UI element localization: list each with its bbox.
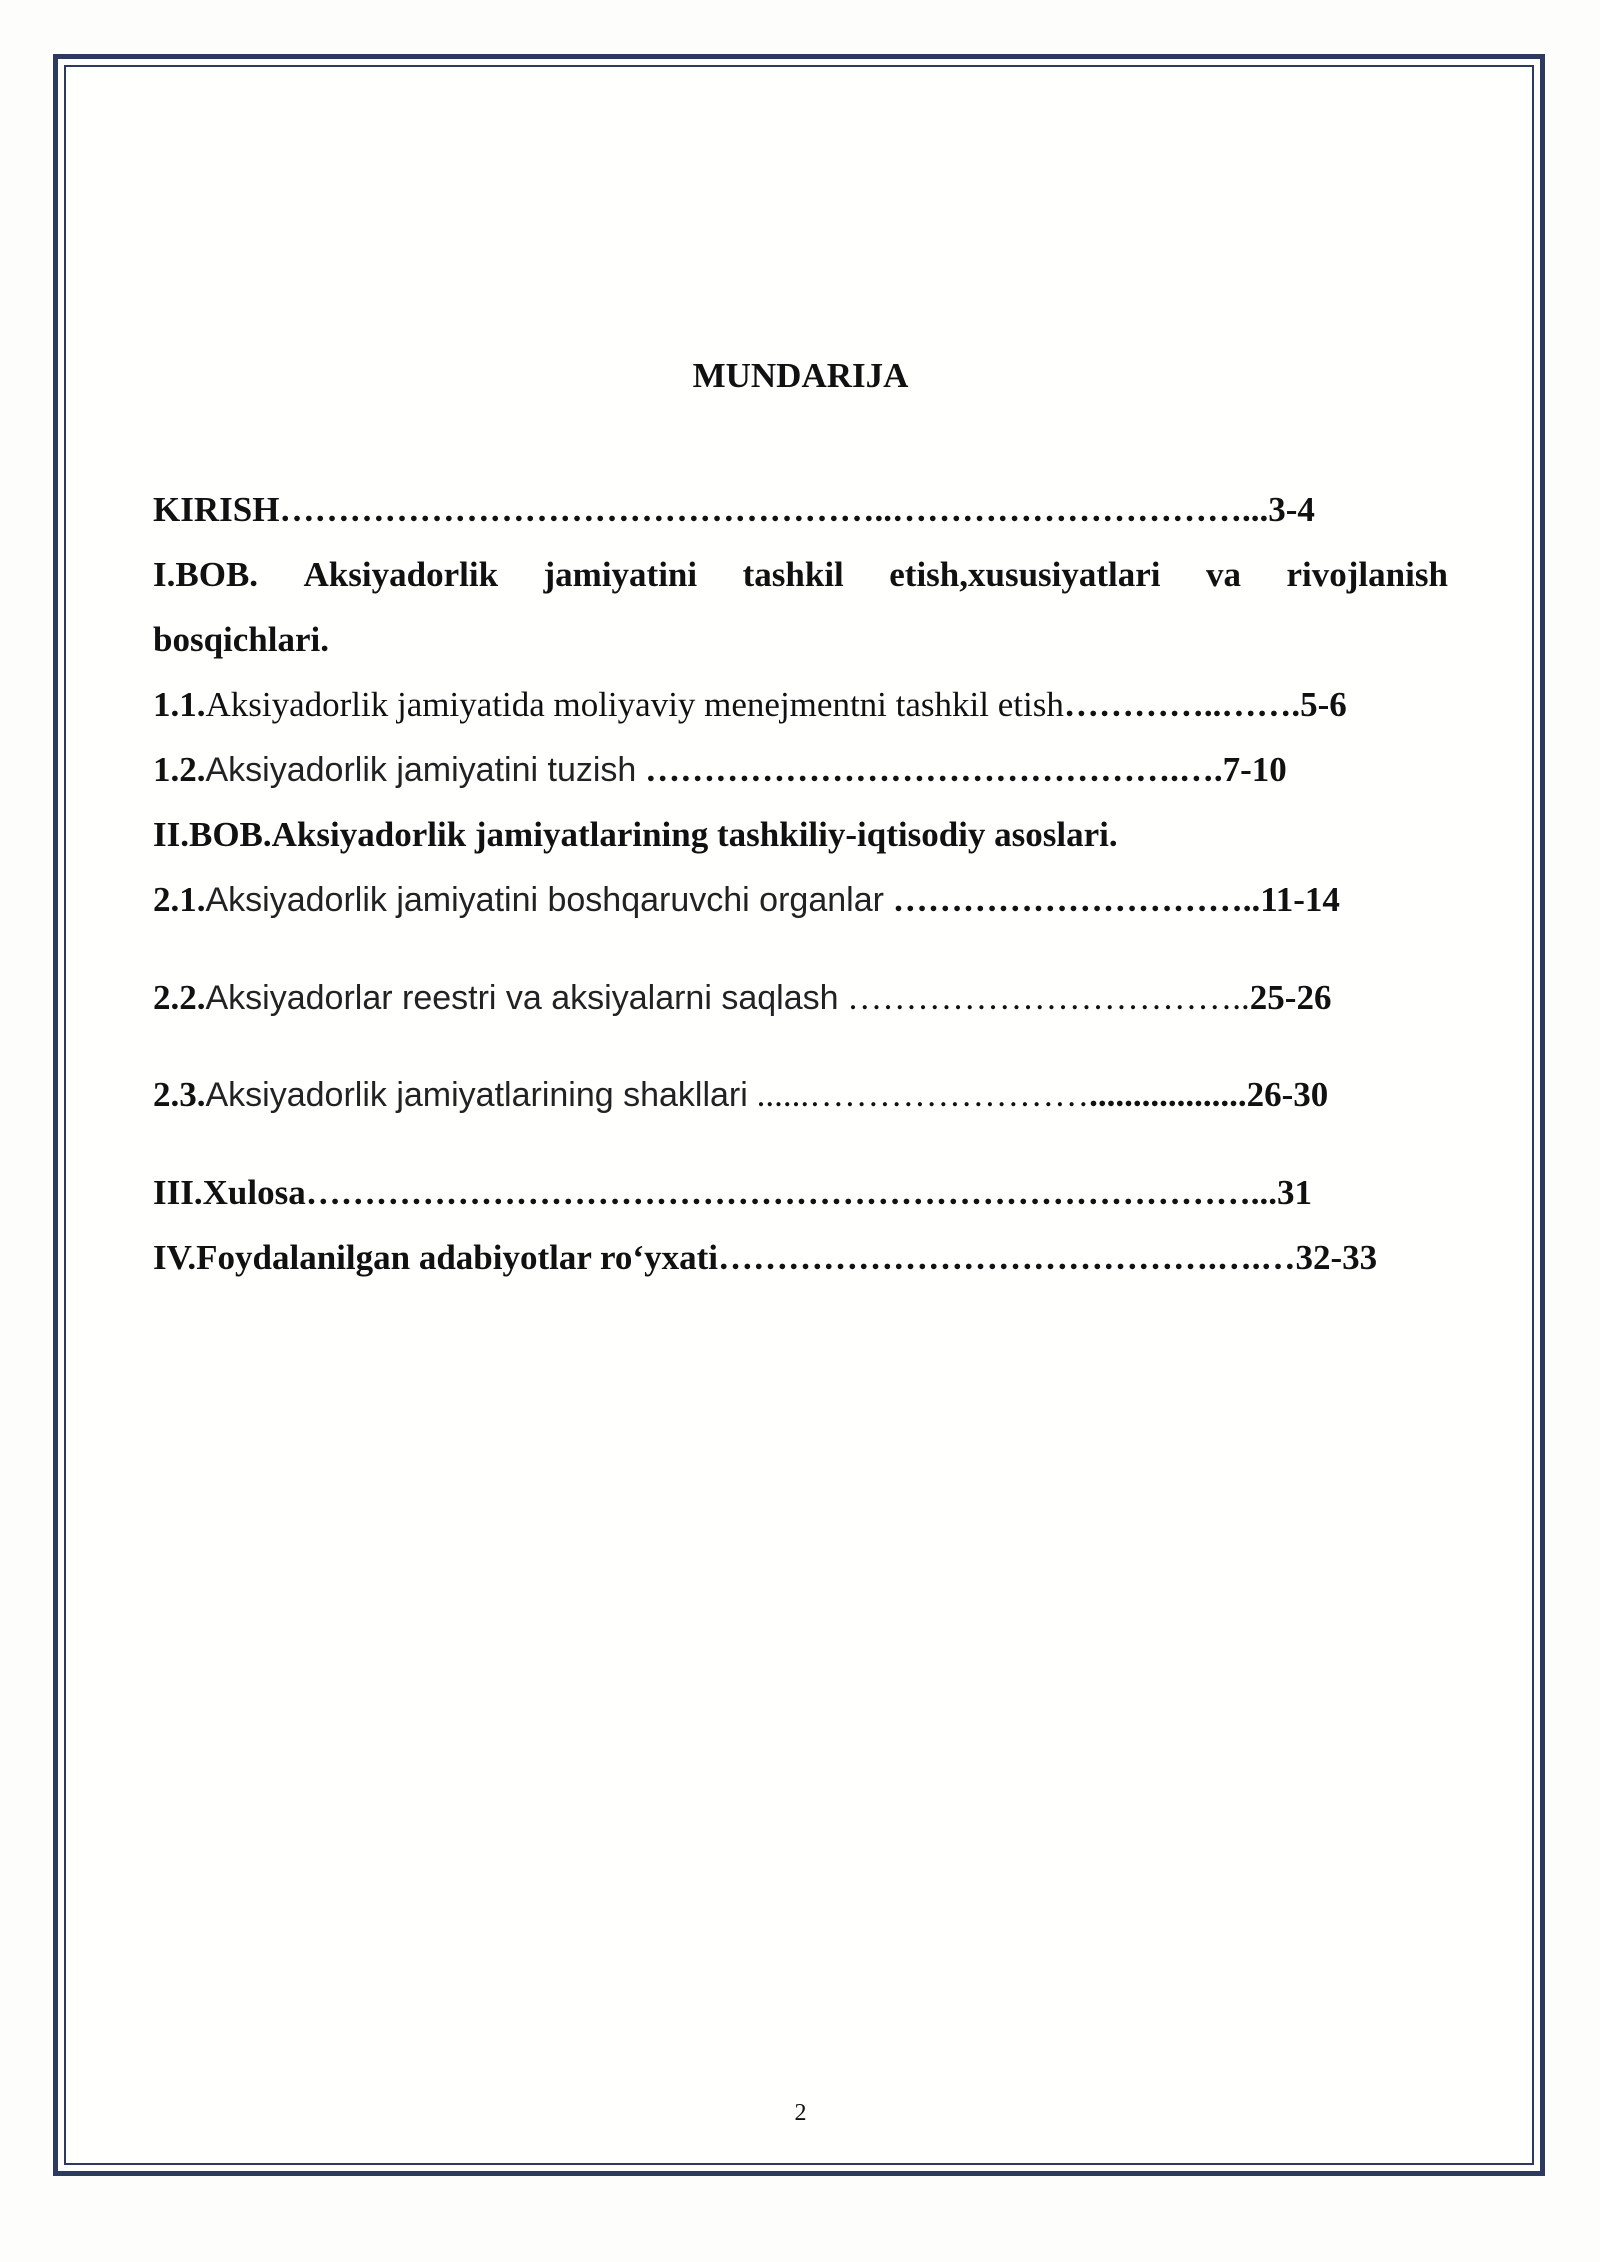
toc-entry-2-1 (153, 876, 1448, 924)
toc-entry-2-3 (153, 1071, 1448, 1119)
toc-word: Aksiyadorlik (303, 555, 499, 594)
toc-word: etish,xususiyatlari (889, 555, 1161, 594)
toc-leader-dots: .................. (1089, 1075, 1247, 1114)
toc-leader-dots: …………………… (809, 1075, 1090, 1114)
toc-page-range: 11-14 (1260, 880, 1340, 919)
toc-title: MUNDARIJA (692, 356, 909, 395)
toc-entry-1-2 (153, 746, 1448, 794)
toc-entry-label: Aksiyadorlik jamiyatini tuzish (205, 751, 637, 789)
toc-entry-2-2 (153, 974, 1448, 1022)
toc-entry-1-1 (153, 681, 1448, 729)
toc-entry-label: Aksiyadorlik jamiyatini boshqaruvchi organlar (205, 881, 884, 919)
toc-entry-references (153, 1234, 1448, 1282)
toc-entry-number: 2.1. (153, 880, 206, 919)
toc-entry-number: 2.2. (153, 978, 206, 1017)
toc-entry-kirish (153, 486, 1448, 534)
toc-leader-dots: …………..……. (1063, 685, 1301, 724)
toc-page-range: 5-6 (1300, 685, 1347, 724)
toc-leader-dots: ………………………………………………………………………... (305, 1173, 1277, 1212)
toc-entry-label: KIRISH (153, 490, 280, 529)
toc-page-range: 3-4 (1268, 490, 1315, 529)
toc-entry-chapter-2 (153, 811, 1448, 859)
toc-entry-label: bosqichlari. (153, 620, 330, 659)
toc-entry-number: 1.2. (153, 750, 206, 789)
toc-entry-label: Aksiyadorlik jamiyatlarining shakllari (205, 1076, 748, 1114)
toc-page-range: 7-10 (1222, 750, 1287, 789)
toc-page-range: 26-30 (1246, 1075, 1329, 1114)
toc-entry-label: II.BOB.Aksiyadorlik jamiyatlarining tashkiliy-iqtisodiy asoslari. (153, 815, 1118, 854)
toc-leader-dots: ………………………….. (883, 880, 1261, 919)
toc-entry-chapter-1-cont (153, 616, 1448, 664)
toc-leader-dots: ……………………………………….…. (636, 750, 1223, 789)
toc-word: rivojlanish (1286, 555, 1448, 594)
toc-entry-label: Aksiyadorlik jamiyatida moliyaviy menejmentni tashkil etish (205, 685, 1064, 724)
toc-page-range: 25-26 (1249, 978, 1332, 1017)
toc-word: I.BOB. (153, 555, 259, 594)
toc-entry-label: IV.Foydalanilgan adabiyotlar ro‘yxati (153, 1238, 718, 1277)
page-number: 2 (794, 2100, 807, 2126)
toc-page-range: 32-33 (1295, 1238, 1378, 1277)
toc-entry-conclusion (153, 1169, 1448, 1217)
toc-entry-number: 2.3. (153, 1075, 206, 1114)
toc-leader-dots: …………………………………….….… (717, 1238, 1296, 1277)
toc-leader-dots: …………………………….. (838, 978, 1250, 1017)
toc-word: va (1206, 555, 1242, 594)
toc-entry-label: III.Xulosa (153, 1173, 306, 1212)
toc-leader-dots: ...... (747, 1075, 810, 1114)
toc-entry-label: Aksiyadorlar reestri va aksiyalarni saqlash (205, 979, 839, 1017)
toc-word: tashkil (742, 555, 844, 594)
toc-page-range: 31 (1276, 1173, 1312, 1212)
toc-word: jamiyatini (543, 555, 698, 594)
toc-entry-number: 1.1. (153, 685, 206, 724)
toc-leader-dots: ……………………………………………..…………………………... (279, 490, 1269, 529)
toc-entry-chapter-1 (153, 551, 1448, 599)
